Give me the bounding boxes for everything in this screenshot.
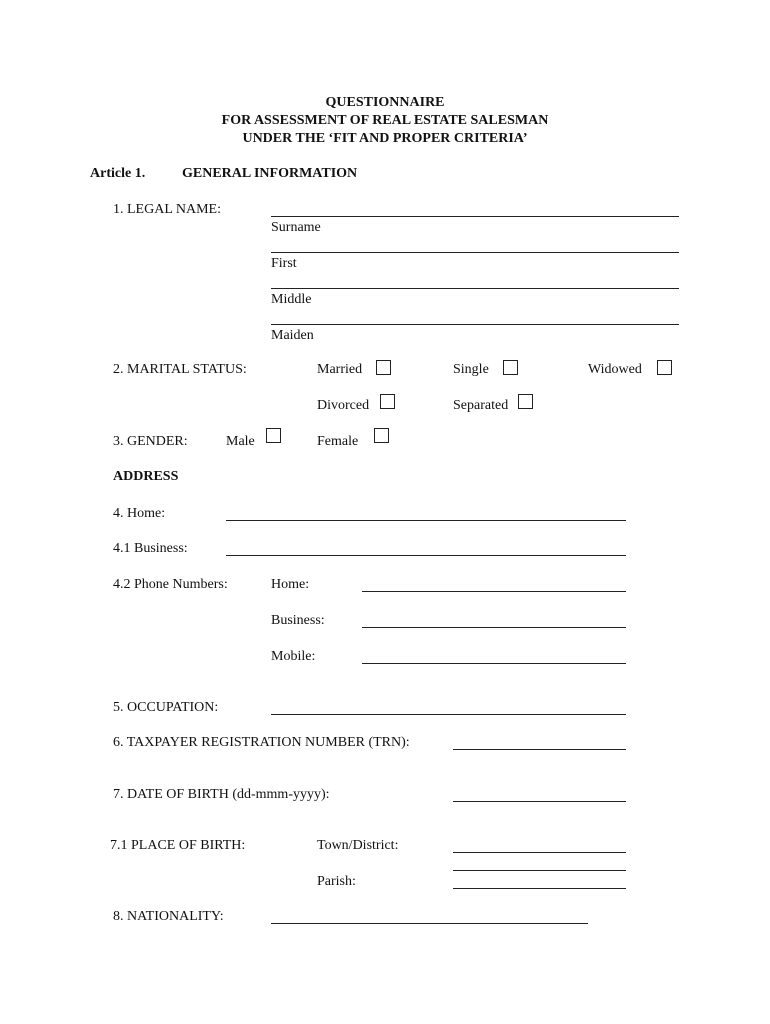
- trn-label: 6. TAXPAYER REGISTRATION NUMBER (TRN):: [113, 735, 410, 750]
- female-label: Female: [317, 434, 359, 449]
- phone-numbers-label: 4.2 Phone Numbers:: [113, 577, 228, 592]
- phone-mobile-field[interactable]: [362, 663, 626, 664]
- surname-field[interactable]: [271, 216, 679, 217]
- phone-business-label: Business:: [271, 613, 325, 628]
- maiden-name-field[interactable]: [271, 324, 679, 325]
- business-address-label: 4.1 Business:: [113, 541, 188, 556]
- town-district-field[interactable]: [453, 852, 626, 853]
- parish-label: Parish:: [317, 874, 356, 889]
- town-district-field-extra[interactable]: [453, 870, 626, 871]
- first-name-field[interactable]: [271, 252, 679, 253]
- form-title: QUESTIONNAIRE: [325, 95, 445, 110]
- divorced-checkbox[interactable]: [380, 394, 395, 409]
- business-address-field[interactable]: [226, 555, 626, 556]
- home-address-label: 4. Home:: [113, 506, 166, 521]
- married-checkbox[interactable]: [376, 360, 391, 375]
- surname-caption: Surname: [271, 220, 321, 235]
- phone-mobile-label: Mobile:: [271, 649, 316, 664]
- form-subtitle: FOR ASSESSMENT OF REAL ESTATE SALESMAN: [221, 113, 549, 128]
- gender-label: 3. GENDER:: [113, 434, 188, 449]
- phone-home-field[interactable]: [362, 591, 626, 592]
- home-address-field[interactable]: [226, 520, 626, 521]
- marital-status-label: 2. MARITAL STATUS:: [113, 362, 247, 377]
- article-title: GENERAL INFORMATION: [182, 166, 358, 181]
- phone-business-field[interactable]: [362, 627, 626, 628]
- trn-field[interactable]: [453, 749, 626, 750]
- dob-label: 7. DATE OF BIRTH (dd-mmm-yyyy):: [113, 787, 330, 802]
- female-checkbox[interactable]: [374, 428, 389, 443]
- widowed-label: Widowed: [588, 362, 642, 377]
- dob-field[interactable]: [453, 801, 626, 802]
- phone-home-label: Home:: [271, 577, 310, 592]
- maiden-name-caption: Maiden: [271, 328, 314, 343]
- form-subtitle-criteria: UNDER THE ‘FIT AND PROPER CRITERIA’: [242, 131, 528, 146]
- male-checkbox[interactable]: [266, 428, 281, 443]
- divorced-label: Divorced: [317, 398, 370, 413]
- nationality-label: 8. NATIONALITY:: [113, 909, 224, 924]
- middle-name-field[interactable]: [271, 288, 679, 289]
- occupation-field[interactable]: [271, 714, 626, 715]
- town-district-label: Town/District:: [317, 838, 399, 853]
- address-heading: ADDRESS: [113, 469, 179, 484]
- single-label: Single: [453, 362, 489, 377]
- middle-name-caption: Middle: [271, 292, 312, 307]
- married-label: Married: [317, 362, 363, 377]
- separated-checkbox[interactable]: [518, 394, 533, 409]
- occupation-label: 5. OCCUPATION:: [113, 700, 219, 715]
- article-number: Article 1.: [90, 166, 146, 181]
- parish-field[interactable]: [453, 888, 626, 889]
- male-label: Male: [226, 434, 255, 449]
- single-checkbox[interactable]: [503, 360, 518, 375]
- separated-label: Separated: [453, 398, 509, 413]
- nationality-field[interactable]: [271, 923, 588, 924]
- place-of-birth-label: 7.1 PLACE OF BIRTH:: [110, 838, 246, 853]
- first-name-caption: First: [271, 256, 297, 271]
- legal-name-label: 1. LEGAL NAME:: [113, 202, 221, 217]
- widowed-checkbox[interactable]: [657, 360, 672, 375]
